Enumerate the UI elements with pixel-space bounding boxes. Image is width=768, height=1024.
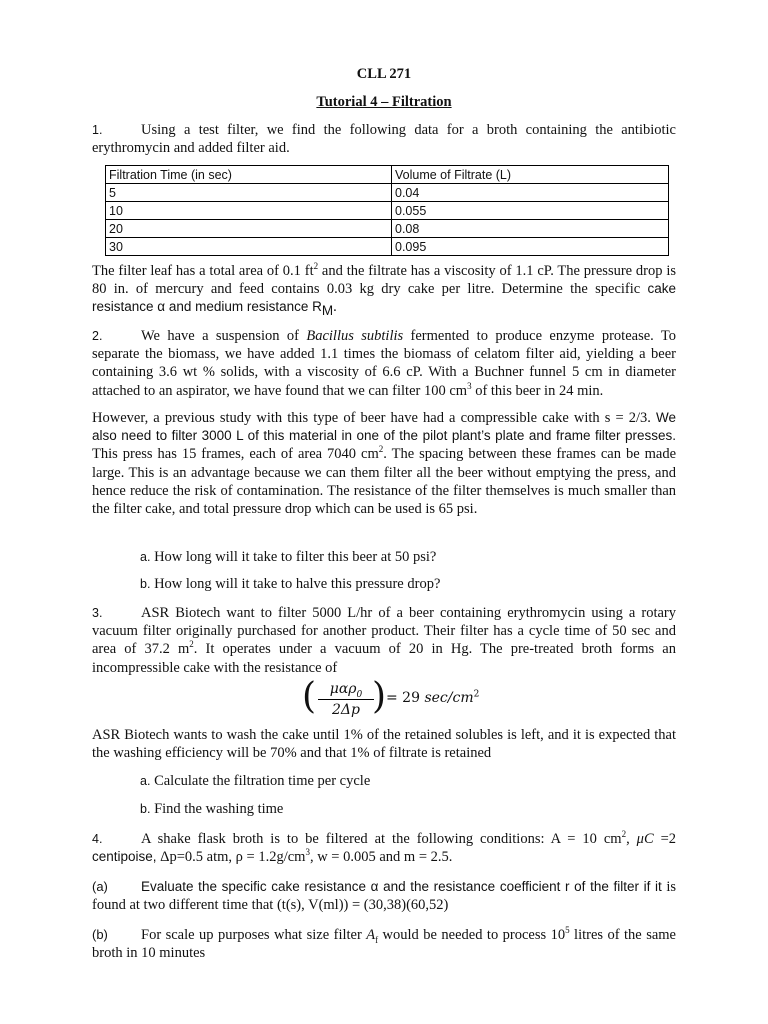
formula-fraction	[316, 680, 376, 719]
table-header-row	[106, 166, 669, 184]
course-code: CLL 271	[356, 66, 412, 82]
question-3-paragraph-1: 3. ASR Biotech want to filter 5000 L/hr of a beer containing erythromycin using a rotary vacuum filter originally purchased for another product. Their filter has a cycle time of 50 sec and area of 37.2 $m^2$. It operates under a vacuum of 20 in Hg. The pre-treated broth forms an incompressible cake with the resistance of	[92, 605, 676, 676]
table-header-cell: Volume of Filtrate (L)	[392, 166, 669, 184]
question-1-body: The filter leaf has a total area of 0.1 $ft^2$ and the filtrate has a viscosity of 1.1 cP. The pressure drop is 80 in. of mercury and feed contains 0.03 kg dry cake per litre. Determine the specific cake resistance α and medium resistance $R_M$.	[92, 261, 677, 319]
table-row	[106, 202, 669, 220]
table-cell: 0.055	[392, 202, 669, 220]
table-cell: 30	[106, 238, 392, 256]
question-3-paragraph-2: ASR Biotech wants to wash the cake until 1% of the retained solubles is left, and it is expected that the washing efficiency will be 70% and that 1% of filtrate is retained	[92, 727, 676, 762]
table-cell: 5	[106, 184, 392, 202]
question-number: 2.	[92, 329, 103, 343]
table-cell: 0.04	[392, 184, 669, 202]
table-row	[106, 184, 669, 202]
table-cell: 0.095	[392, 238, 669, 256]
question-2-part-b: b. How long will it take to halve this pressure drop?	[140, 576, 441, 592]
right-parenthesis: )	[372, 676, 387, 717]
question-2-part-a: a. How long will it take to filter this beer at 50 psi?	[140, 549, 437, 565]
question-4-part-a: (a) Evaluate the specific cake resistance α and the resistance coefficient r of the filter if it is found at two different time that (t(s), V(ml)) = (30,38)(60,52)	[92, 879, 677, 914]
question-4-paragraph-1: 4. A shake flask broth is to be filtered at the following conditions: A = 10 $cm^2$, μC =2 centipoise, Δp=0.5 atm, $\rho = 1.2g/cm^3$, w = 0.005 and m = 2.5.	[92, 829, 677, 866]
question-3-part-b: b. Find the washing time	[140, 801, 284, 817]
question-number: 4.	[92, 832, 103, 846]
question-number: 1.	[92, 123, 103, 137]
question-4-part-b: (b) For scale up purposes what size filter $A_f$ would be needed to process $10^5$ litres of the same broth in 10 minutes	[92, 925, 676, 962]
formula-denominator: 2Δp	[332, 702, 360, 718]
page-title: Tutorial 4 – Filtration	[316, 94, 452, 110]
table-row	[106, 238, 669, 256]
cake-resistance-formula	[300, 676, 500, 720]
filtration-data-table	[105, 165, 669, 256]
table-cell: 10	[106, 202, 392, 220]
fraction-bar	[318, 699, 374, 700]
question-number: 3.	[92, 606, 103, 620]
left-parenthesis: (	[302, 676, 317, 717]
formula-numerator: μαρ$_0$	[329, 681, 363, 700]
question-1-intro: 1. Using a test filter, we find the following data for a broth containing the antibiotic erythromycin and added filter aid.	[92, 122, 676, 157]
table-header-cell: Filtration Time (in sec)	[106, 166, 392, 184]
question-2-paragraph-1: 2. We have a suspension of Bacillus subtilis fermented to produce enzyme protease. To separate the biomass, we have added 1.1 times the biomass of celatom filter aid, yielding a beer containing 3.6 wt % solids, with a viscosity of 6.6 cP. With a Buchner funnel 5 cm in diameter attached to an aspirator, we have found that we can filter 100 $cm^3$ of this beer in 24 min.	[92, 328, 676, 399]
question-2-paragraph-2: However, a previous study with this type of beer have had a compressible cake with s = 2/3. We also need to filter 3000 L of this material in one of the pilot plant’s plate and frame filter presses. This press has 15 frames, each of area 7040 $cm^2$. The spacing between these frames can be made large. This is an advantage because we can them filter all the beer without emptying the press, and hence reduce the risk of contamination. The resistance of the filter themselves is much smaller than the filter cake, and total pressure drop which can be used is 65 psi.	[92, 410, 677, 518]
table-cell: 0.08	[392, 220, 669, 238]
table-row	[106, 220, 669, 238]
formula-rhs: = 29 $\sec/cm^2$	[386, 689, 480, 706]
question-3-part-a: a. Calculate the filtration time per cycle	[140, 773, 371, 789]
table-cell: 20	[106, 220, 392, 238]
